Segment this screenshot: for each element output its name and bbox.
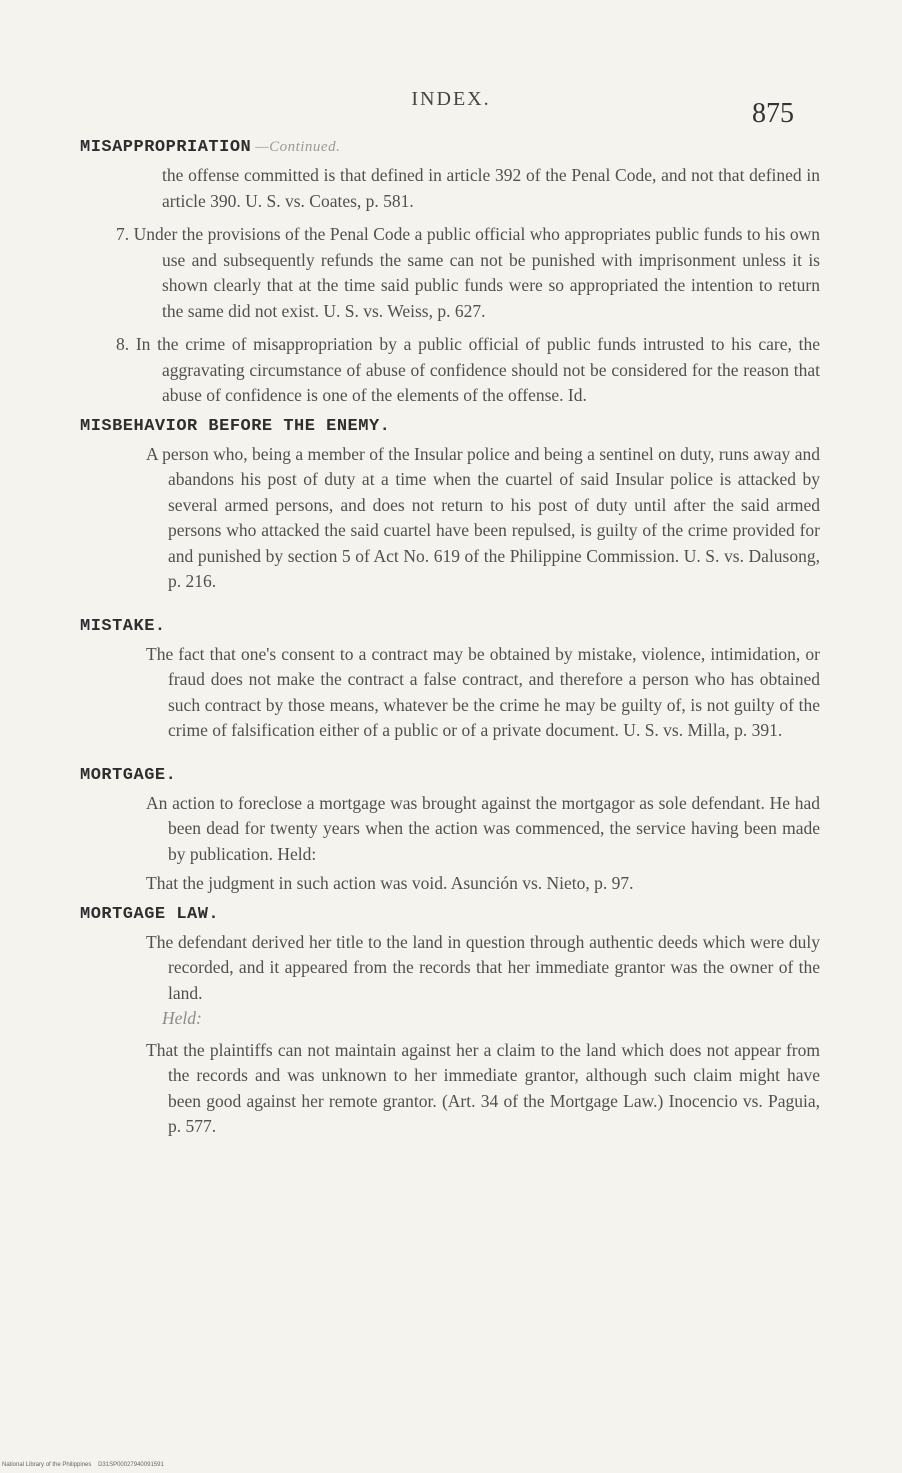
entry-paragraph: The fact that one's consent to a contract may be obtained by mistake, violence, intimidation, or fraud does not make the contract a false contract, and therefore a person who has obtained such contract by those means, whatever be the crime he may be guilty of, is not guilty of the crime of falsification either of a public or of a private document. U. S. vs. Milla, p. 391.: [146, 643, 820, 740]
continued-label: —Continued.: [255, 139, 341, 155]
entry-paragraph: That the plaintiffs can not maintain against her a claim to the land which does not appear from the records and was unknown to her immediate grantor, although such claim might have been good against her remote grantor. (Art. 34 of the Mortgage Law.) Inocencio vs. Paguia, p. 577.: [146, 1039, 820, 1136]
entry-paragraph: 7. Under the provisions of the Penal Code a public official who appropriates public funds to his own use and subsequently refunds the same can not be punished with imprisonment unless it is shown clearly that at the time said public funds were so appropriated the intention to return the same did not exist. U. S. vs. Weiss, p. 627.: [116, 224, 820, 321]
entry-heading: MORTGAGE.: [80, 765, 177, 785]
heading-text: MISAPPROPRIATION: [80, 138, 252, 157]
entry-misbehavior: [80, 417, 820, 595]
entry-heading: [80, 138, 820, 157]
running-head: INDEX.: [411, 88, 491, 110]
entry-heading: MISTAKE.: [80, 616, 166, 636]
entry-heading: MORTGAGE LAW.: [80, 904, 220, 924]
entry-heading: MISBEHAVIOR BEFORE THE ENEMY.: [80, 416, 391, 436]
entry-paragraph: A person who, being a member of the Insular police and being a sentinel on duty, runs away and abandons his post of duty at a time when the cuartel of said Insular police is attacked by several armed persons, and does not return to his post of duty until after the said armed persons who attacked the said cuartel have been repulsed, is guilty of the crime provided for and punished by section 5 of Act No. 619 of the Philippine Commission. U. S. vs. Dalusong, p. 216.: [146, 443, 820, 591]
scan-footer: [2, 1462, 164, 1468]
entry-paragraph: the offense committed is that defined in article 392 of the Penal Code, and not that defined in article 390. U. S. vs. Coates, p. 581.: [162, 165, 820, 211]
index-content: [80, 138, 820, 1148]
entry-paragraph: 8. In the crime of misappropriation by a public official of public funds intrusted to his care, the aggravating circumstance of abuse of confidence should not be considered for the reason that abuse of confidence is one of the elements of the offense. Id.: [116, 334, 820, 405]
footer-source: National Library of the Philippines: [2, 1462, 92, 1468]
footer-code: D31SP00027940091591: [98, 1462, 164, 1468]
entry-mistake: [80, 617, 820, 744]
entry-paragraph: The defendant derived her title to the land in question through authentic deeds which were duly recorded, and it appeared from the records that her immediate grantor was the owner of the land.: [146, 931, 820, 1003]
entry-misappropriation: [80, 138, 820, 409]
page-number: 875: [752, 98, 794, 129]
entry-paragraph: That the judgment in such action was void. Asunción vs. Nieto, p. 97.: [146, 873, 634, 893]
held-label: Held:: [162, 1008, 202, 1028]
entry-mortgage-law: [80, 905, 820, 1140]
entry-mortgage: [80, 766, 820, 897]
entry-paragraph: An action to foreclose a mortgage was brought against the mortgagor as sole defendant. He had been dead for twenty years when the action was commenced, the service having been made by publication. Held:: [146, 792, 820, 864]
